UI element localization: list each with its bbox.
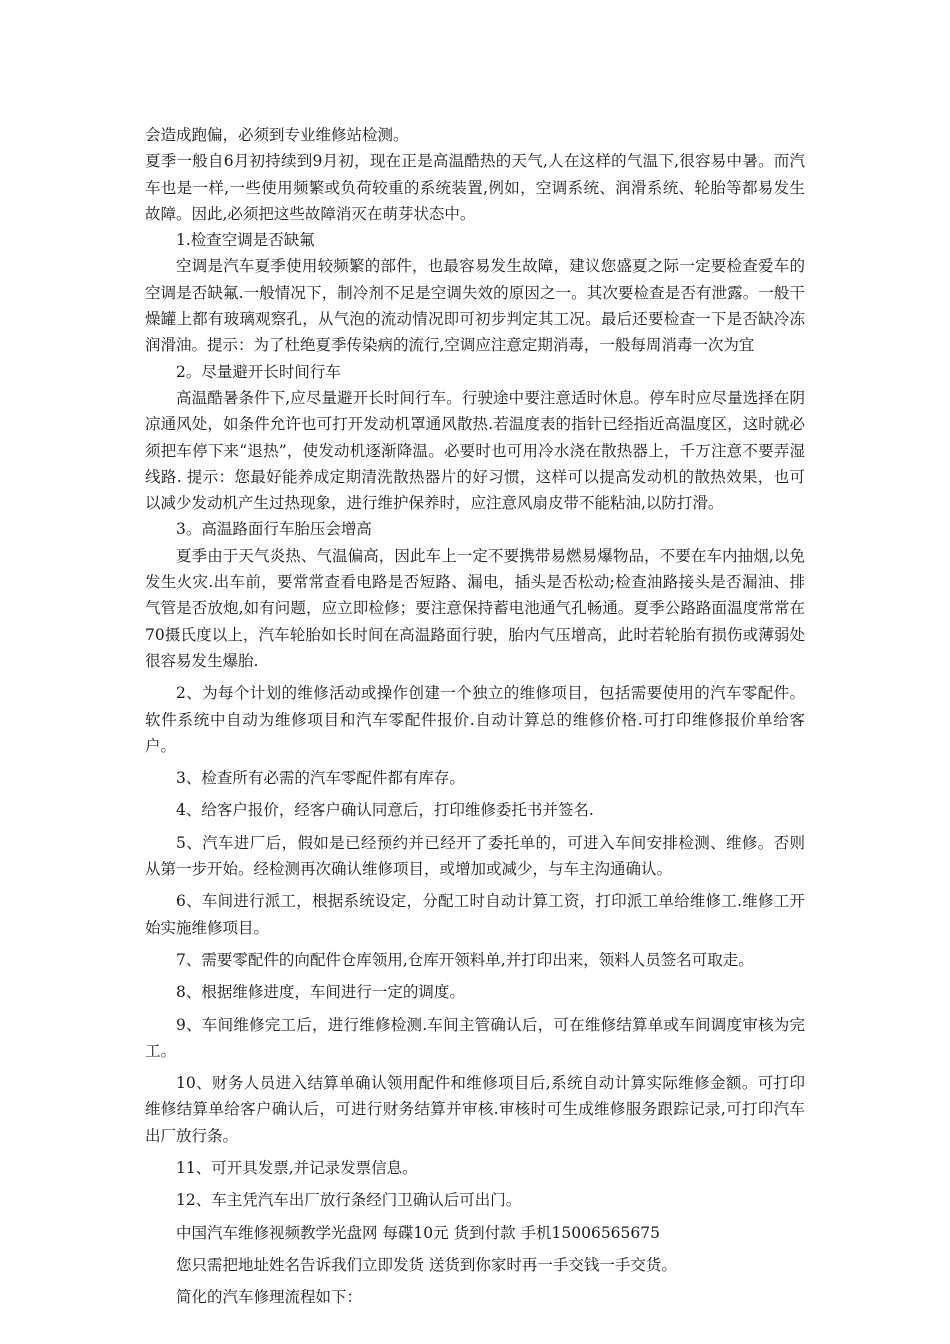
heading-avoid-long-drive: 2。尽量避开长时间行车 (176, 362, 341, 381)
paragraph-advert: 中国汽车维修视频教学光盘网 每碟10元 货到付款 手机15006565675 (176, 1223, 660, 1242)
paragraph-summer-intro: 夏季一般自6月初持续到9月初，现在正是高温酷热的天气,人在这样的气温下,很容易中暑。而汽车也是一样,一些使用频繁或负荷较重的系统装置,例如，空调系统、润滑系统、轮胎等都易发生故障。因此,必须把这些故障消灭在萌芽状态中。 (145, 152, 805, 223)
paragraph-aircon: 空调是汽车夏季使用较频繁的部件，也最容易发生故障，建议您盛夏之际一定要检查爱车的空调是否缺氟.一般情况下，制冷剂不足是空调失效的原因之一。其次要检查是否有泄露。一般干燥罐上都有玻璃观察孔，从气泡的流动情况即可初步判定其工况。最后还要检查一下是否缺冷冻润滑油。提示：为了杜绝夏季传染病的流行,空调应注意定期消毒，一般每周消毒一次为宜 (145, 257, 805, 355)
paragraph-simplified-process: 简化的汽车修理流程如下： (176, 1288, 363, 1307)
heading-tire-pressure: 3。高温路面行车胎压会增高 (176, 520, 372, 539)
list-item-step-6: 6、车间进行派工，根据系统设定，分配工时自动计算工资，打印派工单给维修工.维修工开始实施维修项目。 (145, 892, 805, 937)
list-item-step-4: 4、给客户报价，经客户确认同意后，打印维修委托书并签名. (176, 801, 594, 820)
heading-aircon-check: 1.检查空调是否缺氟 (176, 231, 315, 250)
list-item-step-5: 5、汽车进厂后，假如是已经预约并已经开了委托单的，可进入车间安排检测、维修。否则从第一步开始。经检测再次确认维修项目，或增加或减少，与车主沟通确认。 (145, 833, 805, 879)
list-item-step-11: 11、可开具发票,并记录发票信息。 (176, 1158, 418, 1177)
paragraph-avoid-long-drive: 高温酷暑条件下,应尽量避开长时间行车。行驶途中要注意适时休息。停车时应尽量选择在阴凉通风处，如条件允许也可打开发动机罩通风散热.若温度表的指针已经指近高温度区，这时就必须把车停下来“退热”，使发动机逐渐降温。必要时也可用冷水浇在散热器上，千万注意不要弄湿线路. 提示：您最好能养成定期清洗散热器片的好习惯，这样可以提高发动机的散热效果，也可以减少发动机产生过热现象，进行维护保养时，应注意风扇皮带不能粘油,以防打滑。 (145, 388, 805, 513)
paragraph-delivery: 您只需把地址姓名告诉我们立即发货 送货到你家时再一手交钱一手交货。 (176, 1255, 677, 1274)
list-item-step-8: 8、根据维修进度，车间进行一定的调度。 (176, 983, 465, 1002)
list-item-step-9: 9、车间维修完工后，进行维修检测.车间主管确认后，可在维修结算单或车间调度审核为完工。 (145, 1015, 805, 1060)
list-item-step-12: 12、车主凭汽车出厂放行条经门卫确认后可出门。 (176, 1191, 522, 1210)
document-body (145, 122, 805, 1310)
list-item-step-3: 3、检查所有必需的汽车零配件都有库存。 (176, 769, 465, 788)
list-item-step-2: 2、为每个计划的维修活动或操作创建一个独立的维修项目，包括需要使用的汽车零配件。软件系统中自动为维修项目和汽车零配件报价.自动计算总的维修价格.可打印维修报价单给客户。 (145, 684, 805, 755)
paragraph-continuation: 会造成跑偏，必须到专业维修站检测。 (145, 126, 409, 144)
paragraph-tire-pressure: 夏季由于天气炎热、气温偏高，因此车上一定不要携带易燃易爆物品，不要在车内抽烟,以免发生火灾.出车前，要常常查看电路是否短路、漏电，插头是否松动;检查油路接头是否漏油、排气管是否放炮,如有问题，应立即检修；要注意保持蓄电池通气孔畅通。夏季公路路面温度常常在70摄氏度以上，汽车轮胎如长时间在高温路面行驶，胎内气压增高，此时若轮胎有损伤或薄弱处很容易发生爆胎. (145, 546, 805, 670)
list-item-step-7: 7、需要零配件的向配件仓库领用,仓库开领料单,并打印出来，领料人员签名可取走。 (176, 950, 754, 969)
list-item-step-10: 10、财务人员进入结算单确认领用配件和维修项目后,系统自动计算实际维修金额。可打印维修结算单给客户确认后，可进行财务结算并审核.审核时可生成维修服务跟踪记录,可打印汽车出厂放行条。 (145, 1074, 805, 1145)
